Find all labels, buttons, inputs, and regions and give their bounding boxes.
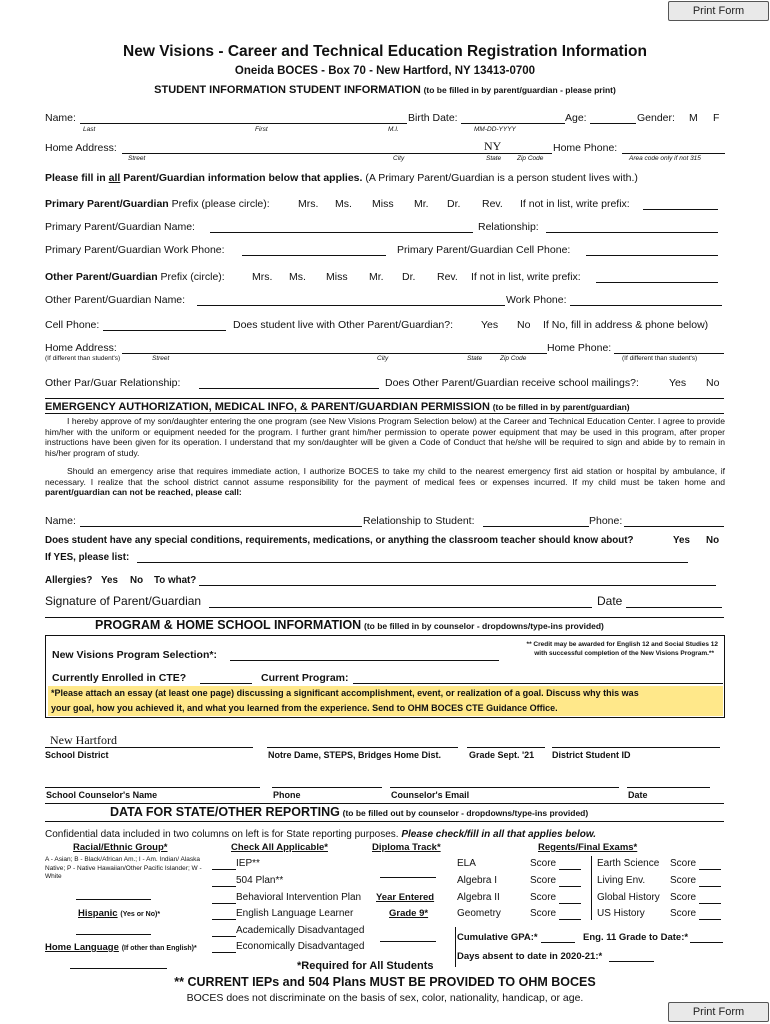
exam-ela: ELA bbox=[457, 858, 476, 869]
age-label: Age: bbox=[565, 112, 587, 124]
sub-street: Street bbox=[128, 155, 146, 162]
home-phone-input[interactable] bbox=[622, 140, 725, 154]
exam-us-history: US History bbox=[597, 908, 645, 919]
enrolled-cte-label: Currently Enrolled in CTE? bbox=[52, 672, 187, 684]
gpa-label: Cumulative GPA:* bbox=[457, 932, 538, 943]
gender-f-option[interactable]: F bbox=[713, 112, 720, 124]
age-input[interactable] bbox=[590, 110, 636, 124]
iep-footer-note: ** CURRENT IEPs and 504 Plans MUST BE PROVIDED TO OHM BOCES bbox=[174, 975, 596, 989]
primary-work-phone-label: Primary Parent/Guardian Work Phone: bbox=[45, 244, 225, 256]
program-selection-label: New Visions Program Selection*: bbox=[52, 649, 217, 661]
mailings-question: Does Other Parent/Guardian receive school mailings?: bbox=[385, 377, 639, 389]
diploma-header: Diploma Track* bbox=[372, 842, 441, 853]
primary-prefix-rev[interactable]: Rev. bbox=[482, 198, 503, 210]
check-economically-disadvantaged[interactable]: Economically Disadvantaged bbox=[236, 941, 365, 952]
check-academically-disadvantaged[interactable]: Academically Disadvantaged bbox=[236, 925, 365, 936]
credit-note-2: with successful completion of the New Visions Program.** bbox=[534, 650, 714, 657]
sub-other-state: State bbox=[467, 355, 483, 362]
home-language-label: Home Language (If other than English)* bbox=[45, 942, 197, 953]
ethnic-codes: A - Asian; B - Black/African Am.; I - Am. Indian/ Alaska Native; P - Native Hawaiian/Other Pacific Islander; W - White bbox=[45, 856, 202, 881]
exam-algebra-1: Algebra I bbox=[457, 875, 498, 886]
allergies-label: Allergies? bbox=[45, 575, 93, 586]
days-absent-label: Days absent to date in 2020-21:* bbox=[457, 951, 603, 962]
school-district-value[interactable]: New Hartford bbox=[50, 733, 117, 747]
sub-different: (If different than student's) bbox=[45, 355, 121, 362]
sub-different-phone: (If different than student's) bbox=[622, 355, 698, 362]
page-title: New Visions - Career and Technical Education Registration Information bbox=[123, 43, 647, 60]
score-geometry-label: Score bbox=[530, 908, 557, 919]
emergency-name-label: Name: bbox=[45, 515, 76, 527]
primary-prefix-row: Primary Parent/Guardian Prefix (please circle): bbox=[45, 198, 270, 210]
exam-living-env: Living Env. bbox=[597, 875, 646, 886]
other-name-label: Other Parent/Guardian Name: bbox=[45, 294, 186, 306]
other-prefix-row: Other Parent/Guardian Prefix (circle): bbox=[45, 271, 225, 283]
score-global-history-label: Score bbox=[670, 892, 697, 903]
score-us-history-label: Score bbox=[670, 908, 697, 919]
parent-instructions: Please fill in all Parent/Guardian information below that applies. (A Primary Parent/Guardian is a person student lives with.) bbox=[45, 172, 638, 184]
if-yes-label: If YES, please list: bbox=[45, 552, 130, 563]
signature-date-label: Date bbox=[597, 594, 623, 608]
emergency-paragraph-2: Should an emergency arise that requires immediate action, I authorize BOCES to take my child to the nearest emergency first aid station or hospital by ambulance, if necessary. I realize that the school district cannot assume responsibility for the payment of medical fees or expenses incurred. If my child must be taken home and parent/guardian can not be reached, please call: bbox=[45, 466, 725, 497]
gender-label: Gender: bbox=[637, 112, 675, 124]
credit-note-1: ** Credit may be awarded for English 12 and Social Studies 12 bbox=[526, 641, 718, 648]
grade-label: Grade Sept. '21 bbox=[469, 750, 535, 760]
primary-prefix-dr[interactable]: Dr. bbox=[447, 198, 461, 210]
special-no[interactable]: No bbox=[706, 535, 720, 546]
counselor-name-label: School Counselor's Name bbox=[46, 790, 158, 800]
primary-prefix-mrs[interactable]: Mrs. bbox=[298, 198, 319, 210]
check-applicable-header: Check All Applicable* bbox=[231, 842, 328, 853]
live-with-no[interactable]: No bbox=[517, 319, 531, 331]
score-living-env-label: Score bbox=[670, 875, 697, 886]
counselor-phone-label: Phone bbox=[273, 790, 301, 800]
exam-geometry: Geometry bbox=[457, 908, 501, 919]
mailings-no: No bbox=[706, 377, 720, 389]
exam-algebra-2: Algebra II bbox=[457, 892, 500, 903]
school-district-label: School District bbox=[45, 750, 109, 760]
ethnic-header: Racial/Ethnic Group* bbox=[73, 842, 168, 853]
other-prefix-ms[interactable]: Ms. bbox=[289, 271, 306, 283]
state-section-heading: DATA FOR STATE/OTHER REPORTING (to be filled out by counselor - dropdowns/type-ins provided) bbox=[110, 805, 589, 819]
check-bip[interactable]: Behavioral Intervention Plan bbox=[236, 892, 362, 903]
print-form-button-bottom[interactable]: Print Form bbox=[668, 1002, 769, 1022]
other-relationship-label: Other Par/Guar Relationship: bbox=[45, 377, 181, 389]
nondiscrimination-note: BOCES does not discriminate on the basis of sex, color, nationality, handicap, or age. bbox=[186, 992, 584, 1004]
hispanic-label: Hispanic (Yes or No)* bbox=[78, 908, 161, 919]
other-not-in-list: If not in list, write prefix: bbox=[471, 271, 581, 283]
score-ela-label: Score bbox=[530, 858, 557, 869]
signature-label: Signature of Parent/Guardian bbox=[45, 594, 202, 608]
special-conditions-question: Does student have any special conditions, requirements, medications, or anything the classroom teacher should know about? bbox=[45, 535, 634, 546]
to-what-label: To what? bbox=[154, 575, 197, 586]
allergies-no[interactable]: No bbox=[130, 575, 144, 586]
sub-last: Last bbox=[83, 126, 96, 133]
grade9-label: Grade 9* bbox=[389, 908, 429, 919]
exam-earth-science: Earth Science bbox=[597, 858, 660, 869]
essay-line-1: *Please attach an essay (at least one page) discussing a significant accomplishment, event, or realization of a goal. Discuss why this was bbox=[51, 688, 639, 698]
live-with-yes[interactable]: Yes bbox=[481, 319, 499, 331]
current-program-label: Current Program: bbox=[261, 672, 349, 684]
check-ell[interactable]: English Language Learner bbox=[236, 908, 354, 919]
sub-city: City bbox=[393, 155, 405, 162]
other-prefix-dr[interactable]: Dr. bbox=[402, 271, 416, 283]
state-intro: Confidential data included in two columns on left is for State reporting purposes. Please check/fill in all that applies below. bbox=[45, 829, 597, 840]
print-form-button-top[interactable]: Print Form bbox=[668, 1, 769, 21]
other-prefix-mrs[interactable]: Mrs. bbox=[252, 271, 273, 283]
sub-state: State bbox=[486, 155, 502, 162]
primary-relationship-label: Relationship: bbox=[478, 221, 539, 233]
sub-zip: Zip Code bbox=[517, 155, 544, 162]
name-label: Name: bbox=[45, 112, 76, 124]
eng11-label: Eng. 11 Grade to Date:* bbox=[583, 932, 689, 943]
other-cell-phone-label: Cell Phone: bbox=[45, 319, 100, 331]
sub-other-city: City bbox=[377, 355, 389, 362]
counselor-email-label: Counselor's Email bbox=[391, 790, 470, 800]
gpa-divider bbox=[455, 927, 456, 967]
birth-date-input[interactable] bbox=[461, 110, 565, 124]
student-section-heading: STUDENT INFORMATION STUDENT INFORMATION (to be filled in by parent/guardian - please print) bbox=[154, 84, 616, 96]
other-prefix-mr[interactable]: Mr. bbox=[369, 271, 384, 283]
district-id-label: District Student ID bbox=[552, 750, 631, 760]
year-entered-label: Year Entered bbox=[376, 892, 435, 903]
sub-other-zip: Zip Code bbox=[500, 355, 527, 362]
check-504[interactable]: 504 Plan** bbox=[236, 875, 284, 886]
score-algebra-2-label: Score bbox=[530, 892, 557, 903]
primary-not-in-list: If not in list, write prefix: bbox=[520, 198, 630, 210]
primary-prefix-miss[interactable]: Miss bbox=[372, 198, 394, 210]
required-note: *Required for All Students bbox=[297, 960, 434, 972]
home-address-input[interactable] bbox=[122, 140, 482, 154]
score-earth-science-label: Score bbox=[670, 858, 697, 869]
exam-global-history: Global History bbox=[597, 892, 660, 903]
sub-other-street: Street bbox=[152, 355, 170, 362]
other-prefix-miss[interactable]: Miss bbox=[326, 271, 348, 283]
primary-prefix-ms[interactable]: Ms. bbox=[335, 198, 352, 210]
sub-first: First bbox=[255, 126, 268, 133]
other-home-phone-label: Home Phone: bbox=[547, 342, 612, 354]
program-section-heading: PROGRAM & HOME SCHOOL INFORMATION (to be filled in by counselor - dropdowns/type-ins provided) bbox=[95, 618, 604, 632]
regents-header: Regents/Final Exams* bbox=[538, 842, 638, 853]
state-value[interactable]: NY bbox=[484, 139, 502, 153]
allergies-yes[interactable]: Yes bbox=[101, 575, 118, 586]
home-district-label: Notre Dame, STEPS, Bridges Home Dist. bbox=[268, 750, 442, 760]
special-yes[interactable]: Yes bbox=[673, 535, 690, 546]
emergency-paragraph-1: I hereby approve of my son/daughter entering the one program (see New Visions Program Selection below) at the Career and Technical Education Center. I agree to provide him/her with the uniform or equipment needed for the program. I further grant him/her permission to operate power equipment that may be used in this program, after proper instructions have been given for its operation. I understand that my son/daughter will be given a Code of Conduct that he/she will be required to sign and abide by to remain in his/her program of study. bbox=[45, 416, 725, 458]
primary-prefix-mr[interactable]: Mr. bbox=[414, 198, 429, 210]
sub-dob: MM-DD-YYYY bbox=[474, 126, 516, 133]
primary-name-label: Primary Parent/Guardian Name: bbox=[45, 221, 195, 233]
emergency-section-heading: EMERGENCY AUTHORIZATION, MEDICAL INFO, & PARENT/GUARDIAN PERMISSION (to be filled in by parent/guardian) bbox=[45, 401, 630, 413]
emergency-phone-label: Phone: bbox=[589, 515, 623, 527]
home-phone-label: Home Phone: bbox=[553, 142, 618, 154]
live-with-question: Does student live with Other Parent/Guardian?: bbox=[233, 319, 454, 331]
essay-line-2: your goal, how you achieved it, and what you learned from the experience. Send to OHM BOCES CTE Guidance Office. bbox=[51, 703, 558, 713]
other-work-phone-label: Work Phone: bbox=[506, 294, 567, 306]
sub-area-code: Area code only if not 315 bbox=[629, 155, 701, 162]
score-algebra-1-label: Score bbox=[530, 875, 557, 886]
other-home-address-label: Home Address: bbox=[45, 342, 117, 354]
primary-cell-phone-label: Primary Parent/Guardian Cell Phone: bbox=[397, 244, 571, 256]
birth-date-label: Birth Date: bbox=[408, 112, 458, 124]
if-no-note: If No, fill in address & phone below) bbox=[543, 319, 709, 331]
student-name-input[interactable] bbox=[80, 110, 407, 124]
gender-m-option[interactable]: M bbox=[689, 112, 698, 124]
emergency-relationship-label: Relationship to Student: bbox=[363, 515, 475, 527]
page-subtitle: Oneida BOCES - Box 70 - New Hartford, NY 13413-0700 bbox=[234, 65, 536, 77]
sub-mi: M.I. bbox=[388, 126, 399, 133]
other-prefix-rev[interactable]: Rev. bbox=[437, 271, 458, 283]
home-address-label: Home Address: bbox=[45, 142, 117, 154]
counselor-date-label: Date bbox=[628, 790, 648, 800]
check-iep[interactable]: IEP** bbox=[236, 858, 260, 869]
mailings-yes[interactable]: Yes bbox=[669, 377, 687, 389]
